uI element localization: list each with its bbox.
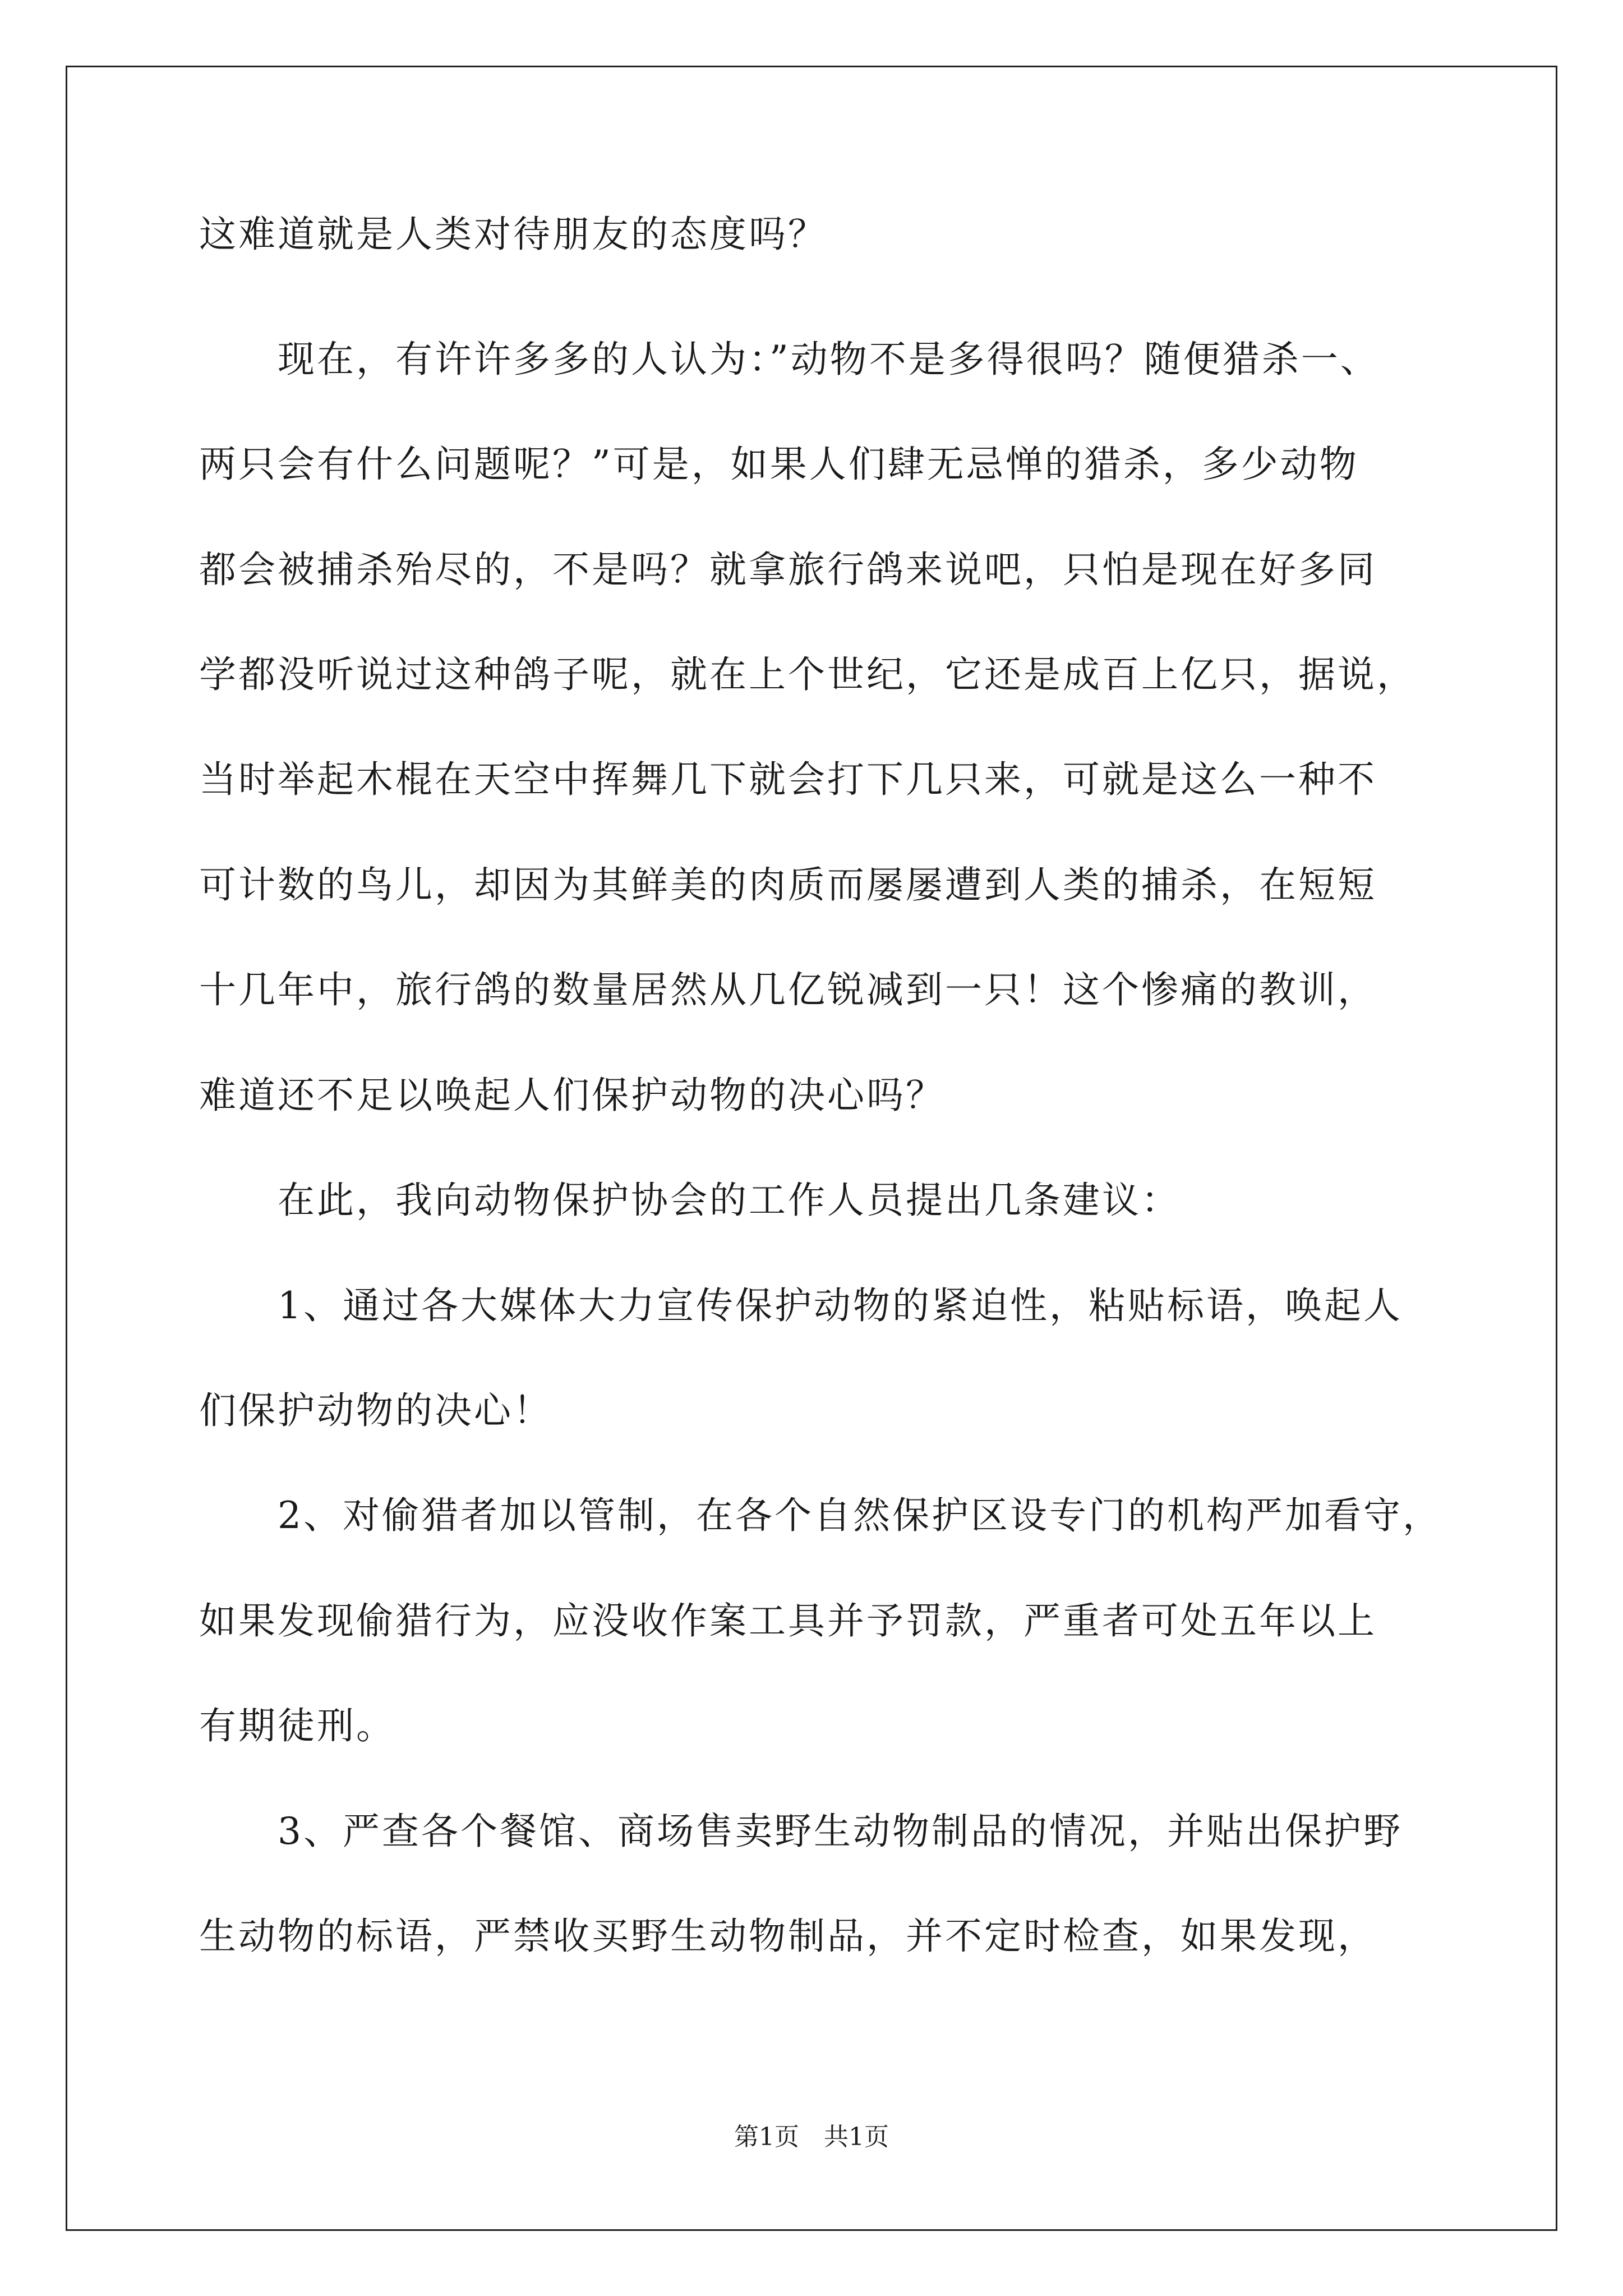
text-line: 可计数的鸟儿，却因为其鲜美的肉质而屡屡遭到人类的捕杀，在短短 — [199, 863, 1377, 907]
text-line: 学都没听说过这种鸽子呢，就在上个世纪，它还是成百上亿只，据说， — [199, 653, 1416, 696]
text-line: 都会被捕杀殆尽的，不是吗？就拿旅行鸽来说吧，只怕是现在好多同 — [199, 548, 1377, 591]
text-line: 现在，有许许多多的人认为：”动物不是多得很吗？随便猎杀一、 — [199, 338, 1380, 381]
text-line: 1、通过各大媒体大力宣传保护动物的紧迫性，粘贴标语，唤起人 — [199, 1284, 1403, 1327]
text-line: 当时举起木棍在天空中挥舞几下就会打下几只来，可就是这么一种不 — [199, 758, 1377, 801]
text-line: 们保护动物的决心！ — [199, 1389, 552, 1432]
page-border — [66, 66, 1557, 2231]
text-line: 3、严查各个餐馆、商场售卖野生动物制品的情况，并贴出保护野 — [199, 1810, 1403, 1853]
text-line: 2、对偷猎者加以管制，在各个自然保护区设专门的机构严加看守， — [199, 1494, 1442, 1537]
text-line: 在此，我向动物保护协会的工作人员提出几条建议： — [199, 1179, 1181, 1222]
text-line: 有期徒刑。 — [199, 1704, 395, 1747]
text-line: 这难道就是人类对待朋友的态度吗？ — [199, 213, 827, 256]
text-line: 生动物的标语，严禁收买野生动物制品，并不定时检查，如果发现， — [199, 1915, 1377, 1958]
text-line: 难道还不足以唤起人们保护动物的决心吗？ — [199, 1074, 945, 1117]
text-line: 十几年中，旅行鸽的数量居然从几亿锐减到一只！这个惨痛的教训， — [199, 968, 1377, 1011]
text-line: 两只会有什么问题呢？”可是，如果人们肆无忌惮的猎杀，多少动物 — [199, 443, 1359, 486]
page-footer: 第1页 共1页 — [734, 2123, 889, 2151]
text-line: 如果发现偷猎行为，应没收作案工具并予罚款，严重者可处五年以上 — [199, 1599, 1377, 1642]
